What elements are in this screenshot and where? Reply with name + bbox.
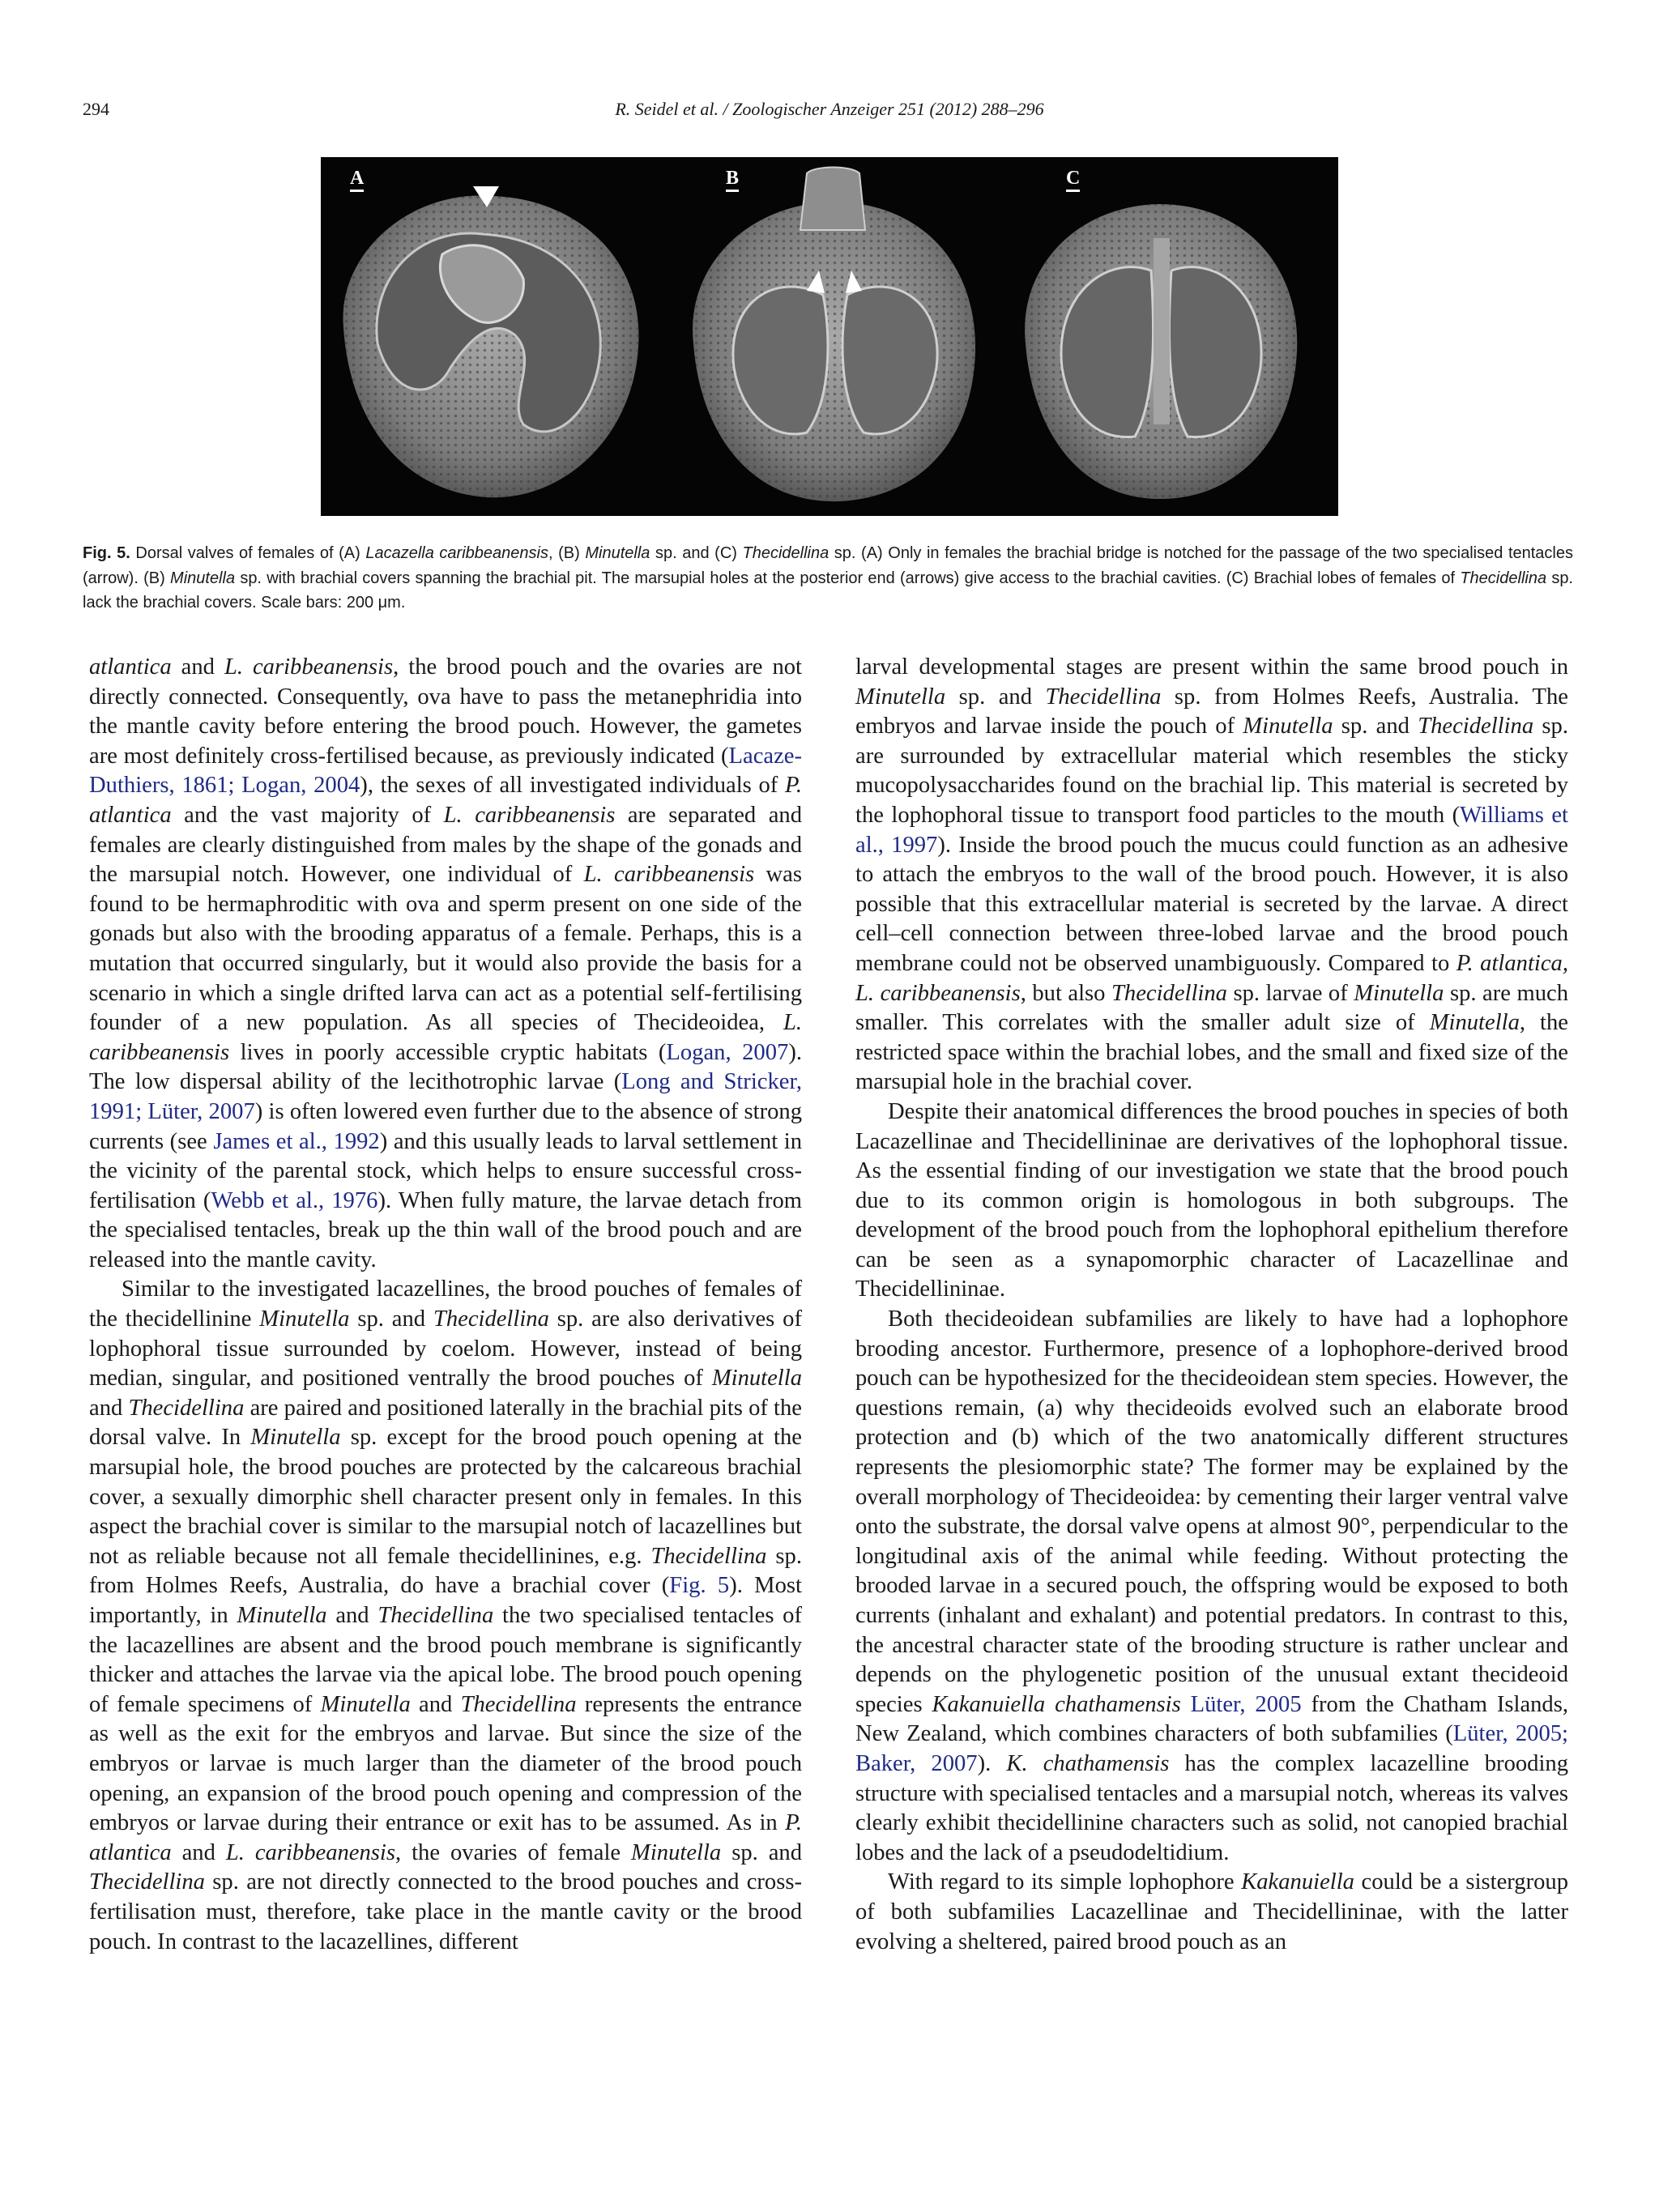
page-number: 294 bbox=[83, 99, 109, 119]
italic-term: Thecidellina bbox=[460, 1691, 577, 1717]
italic-term: Kakanuiella bbox=[1241, 1869, 1354, 1895]
text-run: ). Most importantly, in bbox=[89, 1573, 802, 1628]
italic-term: Minutella bbox=[1243, 714, 1333, 739]
text-run: , the restricted space within the brachial lobes, and the small and fixed size of the marsupial hole in the brachial cover. bbox=[855, 1010, 1568, 1095]
running-header: R. Seidel et al. / Zoologischer Anzeiger 251 (2012) 288–296 bbox=[615, 99, 1044, 119]
italic-term: Minutella bbox=[259, 1306, 350, 1332]
panel-label-b: B bbox=[726, 167, 739, 192]
text-run: sp. and bbox=[1333, 714, 1418, 739]
text-run: , but also bbox=[1020, 980, 1111, 1006]
body-paragraph bbox=[89, 1275, 802, 1957]
text-run: larval developmental stages are present within the same brood pouch in bbox=[855, 654, 1568, 680]
italic-term: Minutella bbox=[237, 1603, 327, 1628]
citation-link[interactable]: Lüter, 2005 bbox=[1190, 1691, 1302, 1717]
italic-term: Thecidellina bbox=[742, 544, 830, 562]
text-run: represents the entrance as well as the exit for the embryos and larvae. But since the size of the embryos or larvae is much larger than the diameter of the brood pouch opening, an expansion of the brood pouch opening and compression of the embryos or larvae during their entrance or exit has to be assumed. As in bbox=[89, 1691, 802, 1836]
text-run: and bbox=[89, 1395, 129, 1421]
body-paragraph bbox=[855, 653, 1568, 1097]
text-run: sp. are surrounded by extracellular material which resembles the sticky mucopolysaccharides found on the brachial lip. This material is secreted by the lophophoral tissue to transport food particles to the mouth ( bbox=[855, 714, 1568, 828]
body-paragraph bbox=[89, 653, 802, 1275]
body-paragraph bbox=[855, 1868, 1568, 1957]
italic-term: Minutella bbox=[631, 1839, 722, 1865]
italic-term: L. caribbeanensis bbox=[443, 802, 616, 828]
text-run: and bbox=[171, 654, 224, 680]
italic-term: Minutella bbox=[585, 544, 650, 562]
text-run: ). bbox=[977, 1750, 1007, 1776]
italic-term: Minutella bbox=[1354, 980, 1444, 1006]
citation-link[interactable]: Williams et al., 1997 bbox=[855, 802, 1568, 858]
italic-term: P. atlantica bbox=[89, 1810, 802, 1865]
text-run: sp. and bbox=[349, 1306, 433, 1332]
body-paragraph bbox=[855, 1097, 1568, 1305]
body-paragraph bbox=[855, 1305, 1568, 1868]
left-column bbox=[89, 653, 802, 1957]
text-run: sp. (A) Only in females the brachial bridge is notched for the passage of the two specialised tentacles (arrow). (B) bbox=[83, 544, 1573, 587]
italic-term: Thecidellina bbox=[1111, 980, 1227, 1006]
text-run: and bbox=[326, 1603, 378, 1628]
text-run: , the brood pouch and the ovaries are not directly connected. Consequently, ova have to pass the metanephridia into the mantle cavity before entering the brood pouch. However, the gametes are most definitely cross-fertilised because, as previously indicated ( bbox=[89, 654, 802, 769]
italic-term: Thecidellina bbox=[1460, 569, 1547, 587]
italic-term: Thecidellina bbox=[128, 1395, 245, 1421]
text-run: , (B) bbox=[548, 544, 586, 562]
text-run: and bbox=[171, 1839, 226, 1865]
italic-term: Minutella bbox=[170, 569, 236, 587]
citation-link[interactable]: Lacaze-Duthiers, 1861; Logan, 2004 bbox=[89, 743, 802, 799]
italic-term: L. caribbeanensis bbox=[583, 862, 755, 888]
text-run: sp. except for the brood pouch opening at the marsupial hole, the brood pouches are protected by the calcareous brachial cover, a sexually dimorphic shell character present only in females. In this aspect the brachial cover is similar to the marsupial notch of lacazellines but not as reliable because not all female thecidellinines, e.g. bbox=[89, 1425, 802, 1569]
text-run: With regard to its simple lophophore bbox=[888, 1869, 1242, 1895]
italic-term: L. caribbeanensis bbox=[89, 1010, 802, 1065]
text-run: sp. lack the brachial covers. Scale bars: 200 μm. bbox=[83, 569, 1573, 612]
italic-term: Thecidellina bbox=[650, 1543, 767, 1569]
text-run: sp. are also derivatives of lophophoral tissue surrounded by coelom. However, instead of being median, singular, and positioned ventrally the brood pouches of bbox=[89, 1306, 802, 1392]
citation-link[interactable]: Fig. 5 bbox=[669, 1573, 730, 1599]
italic-term: Thecidellina bbox=[1418, 714, 1534, 739]
text-run: Despite their anatomical differences the brood pouches in species of both Lacazellinae and Thecidellininae are derivatives of the lophophoral tissue. As the essential finding of our investigation we state that the brood pouch due to its common origin is homologous in both subgroups. The development of the brood pouch from the lophophoral epithelium therefore can be seen as a synapomorphic character of Lacazellinae and Thecidellininae. bbox=[855, 1098, 1568, 1302]
text-run: could be a sistergroup of both subfamilies Lacazellinae and Thecidellininae, with the latter evolving a sheltered, paired brood pouch as an bbox=[855, 1869, 1568, 1954]
text-run: ) is often lowered even further due to the absence of strong currents (see bbox=[89, 1098, 802, 1154]
right-column bbox=[855, 653, 1568, 1957]
text-run: sp. are not directly connected to the brood pouches and cross-fertilisation must, therefore, take place in the mantle cavity or the brood pouch. In contrast to the lacazellines, different bbox=[89, 1869, 802, 1954]
text-run: was found to be hermaphroditic with ova and sperm present on one side of the gonads but also with the brooding apparatus of a female. Perhaps, this is a mutation that occurred singularly, but it would also provide the basis for a scenario in which a single drifted larva can act as a potential self-fertilising founder of a new population. As all species of Thecideoidea, bbox=[89, 862, 803, 1036]
text-run: ). The low dispersal ability of the lecithotrophic larvae ( bbox=[89, 1039, 802, 1095]
citation-link[interactable]: Lüter, 2005; Baker, 2007 bbox=[855, 1721, 1568, 1776]
text-run: sp. and bbox=[721, 1839, 803, 1865]
text-run: ) and this usually leads to larval settlement in the vicinity of the parental stock, which helps to ensure successful cross-fertilisation ( bbox=[89, 1128, 802, 1213]
figure-5-sem-image bbox=[321, 157, 1338, 516]
text-run: sp. from Holmes Reefs, Australia, do have a brachial cover ( bbox=[89, 1543, 802, 1599]
italic-term: atlantica bbox=[89, 654, 172, 680]
italic-term: L. caribbeanensis bbox=[224, 654, 394, 680]
italic-term: Thecidellina bbox=[1045, 684, 1162, 710]
text-run: are separated and females are clearly distinguished from males by the shape of the gonads and the marsupial notch. However, one individual of bbox=[89, 802, 802, 888]
text-run: sp. and bbox=[945, 684, 1046, 710]
citation-link[interactable]: Webb et al., 1976 bbox=[211, 1187, 378, 1213]
italic-term: Kakanuiella chathamensis bbox=[932, 1691, 1181, 1717]
text-run: lives in poorly accessible cryptic habitats ( bbox=[229, 1039, 667, 1065]
text-run: Similar to the investigated lacazellines, the brood pouches of females of the thecidellinine bbox=[89, 1276, 802, 1332]
text-run: sp. from Holmes Reefs, Australia. The embryos and larvae inside the pouch of bbox=[855, 684, 1568, 739]
panel-label-c: C bbox=[1066, 167, 1080, 192]
italic-term: Minutella bbox=[250, 1425, 341, 1451]
citation-link[interactable]: Long and Stricker, 1991; Lüter, 2007 bbox=[89, 1069, 802, 1124]
text-run: Dorsal valves of females of (A) bbox=[130, 544, 366, 562]
text-run: ). When fully mature, the larvae detach from the specialised tentacles, break up the thin wall of the brood pouch and are released into the mantle cavity. bbox=[89, 1187, 803, 1272]
sem-micrograph bbox=[321, 157, 1338, 516]
text-run: and the vast majority of bbox=[171, 802, 444, 828]
italic-term: Thecidellina bbox=[89, 1869, 205, 1895]
text-run: ). Inside the brood pouch the mucus could function as an adhesive to attach the embryos to the wall of the brood pouch. However, it is also possible that this extracellular material is secreted by the larvae. A direct cell–cell connection between three-lobed larvae and the brood pouch membrane could not be observed unambiguously. Compared to bbox=[855, 832, 1568, 976]
italic-term: K. chathamensis bbox=[1006, 1750, 1170, 1776]
text-run: are paired and positioned laterally in the brachial pits of the dorsal valve. In bbox=[89, 1395, 802, 1451]
italic-term: Thecidellina bbox=[377, 1603, 494, 1628]
text-run: the two specialised tentacles of the lacazellines are absent and the brood pouch membrane is significantly thicker and attaches the larvae via the apical lobe. The brood pouch opening of female specimens of bbox=[89, 1603, 802, 1717]
italic-term: Minutella bbox=[320, 1691, 411, 1717]
italic-term: Thecidellina bbox=[433, 1306, 549, 1332]
citation-link[interactable]: Logan, 2007 bbox=[666, 1039, 789, 1065]
text-run bbox=[1181, 1692, 1191, 1717]
italic-term: Minutella bbox=[711, 1366, 802, 1392]
italic-term: P. atlantica bbox=[89, 773, 802, 828]
italic-term: P. atlantica, L. caribbeanensis bbox=[855, 950, 1568, 1006]
text-run: , the ovaries of female bbox=[395, 1839, 632, 1865]
text-run: sp. with brachial covers spanning the brachial pit. The marsupial holes at the posterior end (arrows) give access to the brachial cavities. (C) Brachial lobes of females of bbox=[235, 569, 1461, 587]
italic-term: Lacazella caribbeanensis bbox=[365, 544, 548, 562]
text-run: has the complex lacazelline brooding structure with specialised tentacles and a marsupial notch, whereas its valves clearly exhibit thecidellinine characters such as solid, not canopied brachial lobes and the lack of a pseudodeltidium. bbox=[855, 1750, 1568, 1865]
panel-label-a: A bbox=[350, 167, 364, 192]
caption-body bbox=[83, 544, 1573, 612]
text-run: ), the sexes of all investigated individuals of bbox=[360, 773, 786, 799]
text-run: and bbox=[410, 1691, 461, 1717]
italic-term: L. caribbeanensis bbox=[225, 1839, 395, 1865]
text-run: sp. are much smaller. This correlates with the smaller adult size of bbox=[855, 980, 1568, 1036]
italic-term: Minutella bbox=[855, 684, 946, 710]
text-run: sp. larvae of bbox=[1226, 980, 1354, 1006]
text-run: Both thecideoidean subfamilies are likely to have had a lophophore brooding ancestor. Furthermore, presence of a lophophore-derived brood pouch can be hypothesized for the thecideoidean stem species. However, the questions remain, (a) why thecideoids evolved such an elaborate brood protection and (b) which of the two anatomically different structures represents the plesiomorphic state? The former may be explained by the overall morphology of Thecideoidea: by cementing their larger ventral valve onto the substrate, the dorsal valve opens at almost 90°, perpendicular to the longitudinal axis of the animal while feeding. Without protecting the brooded larvae in a secured pouch, the offspring would be exposed to both currents (inhalant and exhalant) and potential predators. In contrast to this, the ancestral character state of the brooding structure is rather unclear and depends on the phylogenetic position of the unusual extant thecideoid species bbox=[855, 1306, 1568, 1717]
text-run: from the Chatham Islands, New Zealand, which combines characters of both subfamilies ( bbox=[855, 1691, 1569, 1747]
italic-term: Minutella bbox=[1429, 1010, 1520, 1036]
citation-link[interactable]: James et al., 1992 bbox=[213, 1128, 380, 1154]
figure-caption bbox=[83, 541, 1573, 616]
caption-label: Fig. 5. bbox=[83, 544, 130, 562]
text-run: sp. and (C) bbox=[650, 544, 743, 562]
